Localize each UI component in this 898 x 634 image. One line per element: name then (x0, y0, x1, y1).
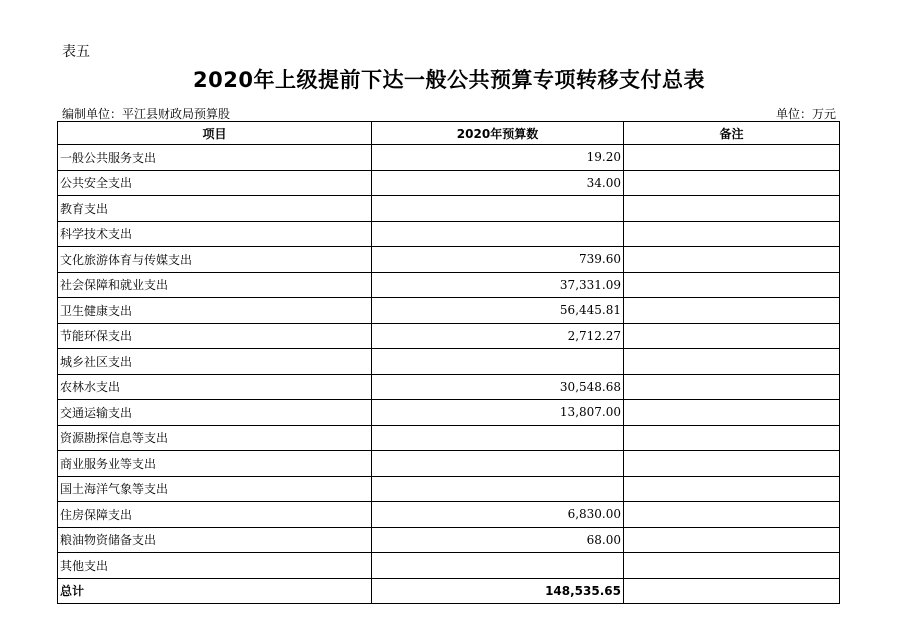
row-note-cell (624, 196, 840, 222)
row-item-cell: 城乡社区支出 (58, 349, 372, 375)
row-amount-cell: 19.20 (372, 145, 624, 171)
row-note-cell (624, 170, 840, 196)
row-amount-cell (372, 476, 624, 502)
row-note-cell (624, 298, 840, 324)
row-item-cell: 科学技术支出 (58, 221, 372, 247)
row-item-cell: 交通运输支出 (58, 400, 372, 426)
table-row (58, 145, 840, 171)
row-item-cell: 一般公共服务支出 (58, 145, 372, 171)
table-row (58, 196, 840, 222)
total-label-cell: 总计 (58, 578, 372, 604)
table-row (58, 323, 840, 349)
row-amount-cell (372, 349, 624, 375)
row-note-cell (624, 527, 840, 553)
row-note-cell (624, 374, 840, 400)
row-item-cell: 社会保障和就业支出 (58, 272, 372, 298)
table-total-row (58, 578, 840, 604)
row-amount-cell (372, 553, 624, 579)
row-amount-cell: 37,331.09 (372, 272, 624, 298)
row-item-cell: 卫生健康支出 (58, 298, 372, 324)
row-item-cell: 住房保障支出 (58, 502, 372, 528)
page-title: 2020年上级提前下达一般公共预算专项转移支付总表 (193, 68, 705, 92)
column-header-item: 项目 (58, 122, 372, 145)
total-amount-cell: 148,535.65 (372, 578, 624, 604)
row-item-cell: 文化旅游体育与传媒支出 (58, 247, 372, 273)
row-note-cell (624, 323, 840, 349)
row-amount-cell: 56,445.81 (372, 298, 624, 324)
table-row (58, 374, 840, 400)
row-item-cell: 国土海洋气象等支出 (58, 476, 372, 502)
table-row (58, 527, 840, 553)
row-note-cell (624, 502, 840, 528)
row-amount-cell (372, 451, 624, 477)
row-note-cell (624, 272, 840, 298)
row-item-cell: 节能环保支出 (58, 323, 372, 349)
row-item-cell: 教育支出 (58, 196, 372, 222)
total-note-cell (624, 578, 840, 604)
table-row (58, 272, 840, 298)
row-note-cell (624, 221, 840, 247)
row-amount-cell: 6,830.00 (372, 502, 624, 528)
row-note-cell (624, 476, 840, 502)
row-amount-cell (372, 196, 624, 222)
row-item-cell: 农林水支出 (58, 374, 372, 400)
budget-table (57, 121, 840, 604)
row-note-cell (624, 349, 840, 375)
table-row (58, 170, 840, 196)
row-note-cell (624, 451, 840, 477)
table-row (58, 247, 840, 273)
table-number-label: 表五 (62, 44, 90, 60)
column-header-budget: 2020年预算数 (372, 122, 624, 145)
row-amount-cell: 2,712.27 (372, 323, 624, 349)
row-amount-cell: 34.00 (372, 170, 624, 196)
row-amount-cell: 13,807.00 (372, 400, 624, 426)
row-note-cell (624, 400, 840, 426)
unit-label: 单位：万元 (775, 107, 836, 121)
table-row (58, 451, 840, 477)
table-row (58, 425, 840, 451)
compiling-unit: 编制单位：平江县财政局预算股 (62, 107, 231, 121)
table-row (58, 221, 840, 247)
row-item-cell: 粮油物资储备支出 (58, 527, 372, 553)
column-header-note: 备注 (624, 122, 840, 145)
row-amount-cell (372, 425, 624, 451)
table-row (58, 476, 840, 502)
row-amount-cell: 68.00 (372, 527, 624, 553)
row-amount-cell (372, 221, 624, 247)
row-note-cell (624, 145, 840, 171)
row-note-cell (624, 553, 840, 579)
row-item-cell: 商业服务业等支出 (58, 451, 372, 477)
table-row (58, 553, 840, 579)
row-item-cell: 其他支出 (58, 553, 372, 579)
table-row (58, 349, 840, 375)
table-header-row (58, 122, 840, 145)
table-row (58, 502, 840, 528)
row-note-cell (624, 247, 840, 273)
row-note-cell (624, 425, 840, 451)
table-row (58, 400, 840, 426)
row-amount-cell: 739.60 (372, 247, 624, 273)
row-item-cell: 资源勘探信息等支出 (58, 425, 372, 451)
table-row (58, 298, 840, 324)
row-amount-cell: 30,548.68 (372, 374, 624, 400)
row-item-cell: 公共安全支出 (58, 170, 372, 196)
